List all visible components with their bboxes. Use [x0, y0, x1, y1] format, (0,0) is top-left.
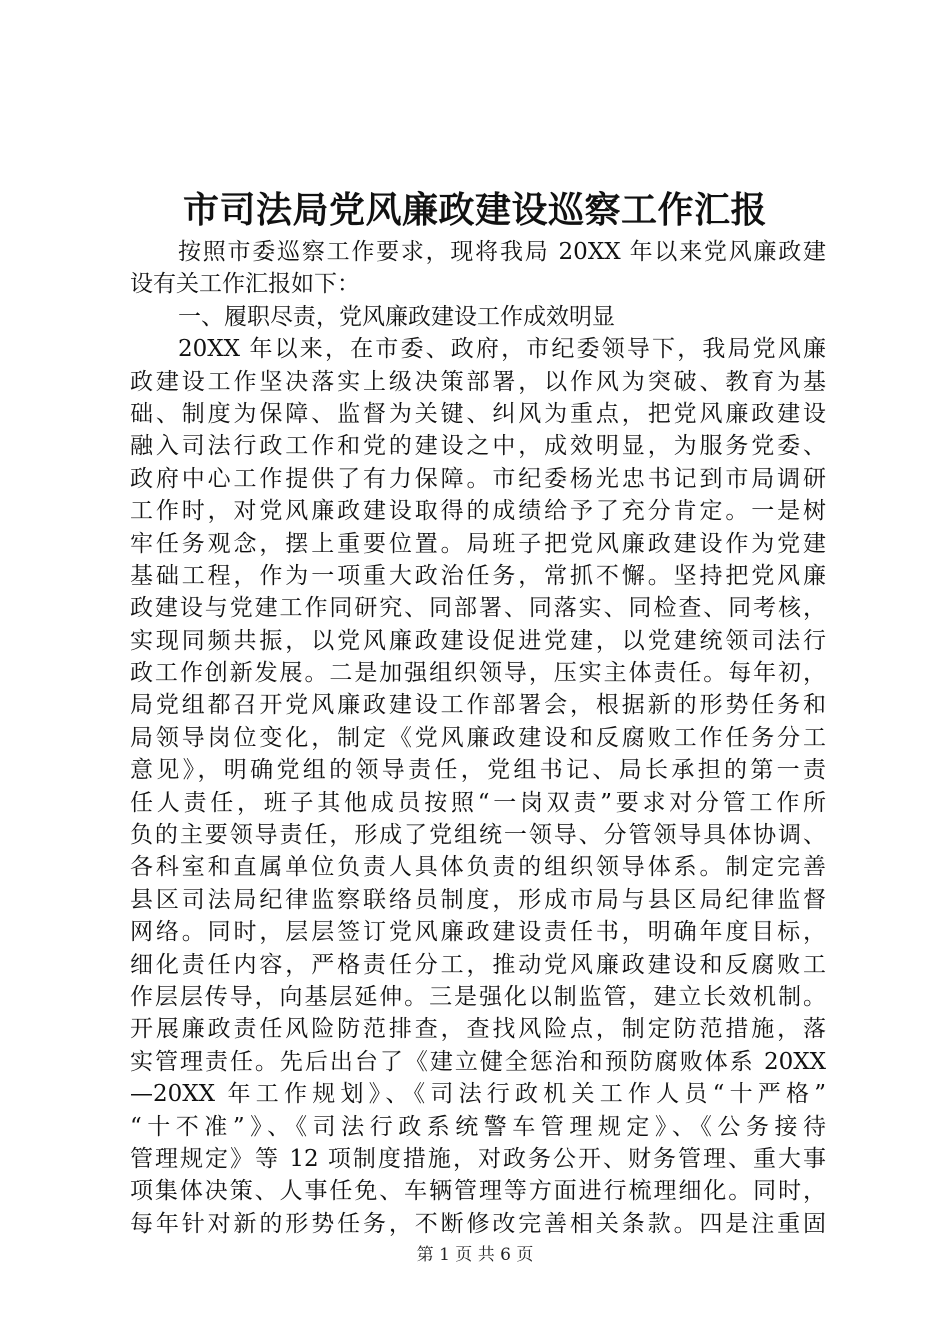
text-line: 实现同频共振，以党风廉政建设促进党建，以党建统领司法行 [130, 627, 826, 654]
text-line: 20XX 年以来，在市委、政府，市纪委领导下，我局党风廉 [178, 336, 826, 363]
text-line: “十不准”》、《司法行政系统警车管理规定》、《公务接待 [130, 1113, 826, 1140]
document-body [130, 236, 826, 1240]
text-line: —20XX 年工作规划》、《司法行政机关工作人员“十严格” [130, 1081, 826, 1108]
text-line: 融入司法行政工作和党的建设之中，成效明显，为服务党委、 [130, 433, 826, 460]
text-line: 工作时，对党风廉政建设取得的成绩给予了充分肯定。一是树 [130, 498, 826, 525]
page-number-footer: 第 1 页 共 6 页 [416, 1245, 534, 1265]
text-line: 政府中心工作提供了有力保障。市纪委杨光忠书记到市局调研 [130, 465, 826, 492]
text-line: 政建设工作坚决落实上级决策部署，以作风为突破、教育为基 [130, 368, 826, 395]
text-line: 按照市委巡察工作要求，现将我局 20XX 年以来党风廉政建 [178, 239, 826, 265]
text-line: 础、制度为保障、监督为关键、纠风为重点，把党风廉政建设 [130, 400, 826, 427]
text-line: 开展廉政责任风险防范排查，查找风险点，制定防范措施，落 [130, 1016, 826, 1043]
text-line: 管理规定》等 12 项制度措施，对政务公开、财务管理、重大事 [130, 1145, 826, 1172]
text-line: 作层层传导，向基层延伸。三是强化以制监管，建立长效机制。 [130, 983, 826, 1010]
text-line: 网络。同时，层层签订党风廉政建设责任书，明确年度目标， [130, 919, 826, 946]
text-line: 意见》，明确党组的领导责任，党组书记、局长承担的第一责 [130, 757, 826, 784]
text-line: 牢任务观念，摆上重要位置。局班子把党风廉政建设作为党建 [130, 530, 826, 557]
text-line: 细化责任内容，严格责任分工，推动党风廉政建设和反腐败工 [130, 951, 826, 978]
text-line: 设有关工作汇报如下： [130, 271, 360, 298]
text-line: 政建设与党建工作同研究、同部署、同落实、同检查、同考核， [130, 595, 826, 622]
text-line: 局党组都召开党风廉政建设工作部署会，根据新的形势任务和 [130, 692, 826, 719]
text-line: 每年针对新的形势任务，不断修改完善相关条款。四是注重固 [130, 1210, 826, 1237]
text-line: 实管理责任。先后出台了《建立健全惩治和预防腐败体系 20XX [130, 1048, 826, 1075]
section-heading: 一、履职尽责，党风廉政建设工作成效明显 [178, 303, 615, 330]
document-title: 市司法局党风廉政建设巡察工作汇报 [182, 189, 767, 231]
text-line: 政工作创新发展。二是加强组织领导，压实主体责任。每年初， [130, 660, 826, 687]
text-line: 局领导岗位变化，制定《党风廉政建设和反腐败工作任务分工 [130, 724, 826, 751]
text-line: 任人责任，班子其他成员按照“一岗双责”要求对分管工作所 [130, 789, 826, 816]
text-line: 各科室和直属单位负责人具体负责的组织领导体系。制定完善 [130, 854, 826, 881]
text-line: 基础工程，作为一项重大政治任务，常抓不懈。坚持把党风廉 [130, 562, 826, 589]
text-line: 项集体决策、人事任免、车辆管理等方面进行梳理细化。同时， [130, 1178, 826, 1205]
text-line: 负的主要领导责任，形成了党组统一领导、分管领导具体协调、 [130, 822, 826, 849]
text-line: 县区司法局纪律监察联络员制度，形成市局与县区局纪律监督 [130, 886, 826, 913]
